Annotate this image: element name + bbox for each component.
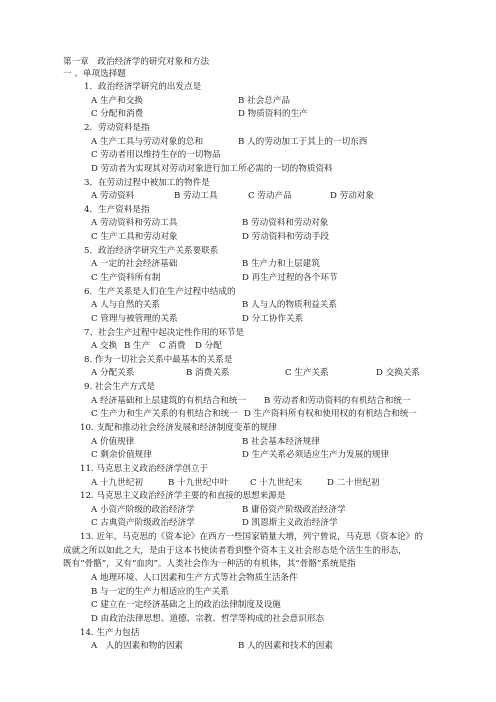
option-b: B 劳动工具 (174, 191, 218, 201)
option-b: B 社会基本经济规律 (242, 437, 320, 447)
question-13-line-2: 成就之所以如此之大，是由于这本书使读者看到整个资本主义社会形态是个活生生的形态， (63, 546, 407, 556)
option-b: B 劳动资料和劳动对象 (242, 218, 329, 228)
option-a: A 生产和交换 (91, 96, 143, 106)
question-12: 12. 马克思主义政治经济学主要的和直接的思想来源是 (80, 491, 286, 501)
question-11: 11. 马克思主义政治经济学创立于 (80, 464, 209, 474)
option-b: B 人的因素和技术的因素 (238, 641, 333, 651)
option-b: B 消费关系 (186, 368, 230, 378)
chapter-title: 第一章 政治经济学的研究对象和方法 (63, 57, 210, 67)
question-14: 14. 生产力包括 (80, 628, 140, 638)
option-d: D 劳动资料和劳动手段 (242, 232, 329, 242)
option-a: A 劳动资料 (91, 191, 135, 201)
question-7: 7、社会生产过程中起决定性作用的环节是 (84, 328, 245, 338)
option-b: B 劳动者和劳动资料的有机结合和统一 (264, 396, 411, 406)
option-a: A 一定的社会经济基础 (91, 259, 178, 269)
option-c: C 劳动产品 (248, 191, 292, 201)
option-a: A 生产工具与劳动对象的总和 (91, 137, 204, 147)
question-13-line-3: 既有“骨骼”，又有“血肉”。人类社会作为一种活的有机体，其“骨骼”系统是指 (63, 559, 356, 569)
option-d: D 由政治法律思想、道德、宗教、哲学等构成的社会意识形态 (91, 614, 325, 624)
option-b: B 人的劳动加工于其上的一切东西 (238, 137, 368, 147)
option-b: B 庸俗资产阶级政治经济学 (242, 505, 346, 515)
option-c: C 十九世纪末 (250, 478, 303, 488)
option-d: D 生产资料所有权和使用权的有机结合和统一 (244, 409, 417, 419)
option-c: C 消费 (159, 341, 186, 351)
option-d: D 物质资料的生产 (238, 109, 308, 119)
option-d: D 劳动对象 (330, 191, 374, 201)
option-c: C 建立在一定经济基础之上的政治法律制度及设施 (91, 600, 281, 610)
option-a: A 劳动资料和劳动工具 (91, 218, 178, 228)
option-b: B 与一定的生产力相适应的生产关系 (91, 587, 229, 597)
option-d: D 再生产过程的各个环节 (242, 273, 338, 283)
option-d: D 分工协作关系 (242, 314, 304, 324)
option-d: D 分配 (195, 341, 222, 351)
option-b: B 社会总产品 (238, 96, 291, 106)
option-c: C 生产力和生产关系的有机结合和统一 (91, 409, 238, 419)
option-a: A 小资产阶级的政治经济学 (91, 505, 195, 515)
option-a: A 分配关系 (91, 368, 135, 378)
option-c: C 生产关系 (285, 368, 329, 378)
option-a: A 地理环境、人口因素和生产方式等社会物质生活条件 (91, 573, 298, 583)
option-b: B 人与人的物质利益关系 (242, 300, 337, 310)
option-d: D 凯恩斯主义政治经济学 (242, 518, 338, 528)
option-a: A 价值规律 (91, 437, 135, 447)
option-c: C 剩余价值规律 (91, 450, 152, 460)
question-10: 10. 支配和推动社会经济发展和经济制度变革的规律 (80, 423, 277, 433)
question-6: 6．生产关系是人们在生产过程中结成的 (84, 287, 236, 297)
question-3: 3．在劳动过程中被加工的物件是 (84, 178, 210, 188)
question-8: 8. 作为一切社会关系中最基本的关系是 (84, 355, 233, 365)
option-c: C 古典资产阶级政治经济学 (91, 518, 195, 528)
option-c: C 生产资料所有制 (91, 273, 161, 283)
question-4: 4．生产资料是指 (84, 205, 150, 215)
option-b: B 生产力和上层建筑 (242, 259, 320, 269)
option-a: A 十九世纪初 (91, 478, 143, 488)
option-a: A 人与自然的关系 (91, 300, 161, 310)
option-a: A 经济基础和上层建筑的有机结合和统一 (91, 396, 247, 406)
option-b: B 生产 (124, 341, 151, 351)
option-c: C 分配和消费 (91, 109, 144, 119)
question-13-line-1: 13. 近年，马克思的《资本论》在西方一些国家销量大增，列宁曾说，马克思《资本论》的 (80, 532, 423, 542)
section-heading: 一 、单项选择题 (63, 69, 126, 79)
option-d: D 劳动者为实现其对劳动对象进行加工所必需的一切的物质资料 (91, 164, 333, 174)
option-c: C 劳动者用以维持生存的一切物品 (91, 150, 221, 160)
option-b: B 十九世纪中叶 (168, 478, 229, 488)
option-d: D 二十世纪初 (327, 478, 380, 488)
option-a: A 交换 (91, 341, 118, 351)
question-1: 1．政治经济学研究的出发点是 (84, 82, 202, 92)
question-2: 2．劳动资料是指 (84, 123, 150, 133)
option-d: D 生产关系必须适应生产力发展的规律 (242, 450, 390, 460)
question-5: 5．政治经济学研究生产关系要联系 (84, 246, 219, 256)
option-d: D 交换关系 (376, 368, 420, 378)
option-a: A 人的因素和物的因素 (91, 641, 184, 651)
option-c: C 生产工具和劳动对象 (91, 232, 178, 242)
option-c: C 管理与被管理的关系 (91, 314, 178, 324)
question-9: 9. 社会生产方式是 (84, 382, 156, 392)
